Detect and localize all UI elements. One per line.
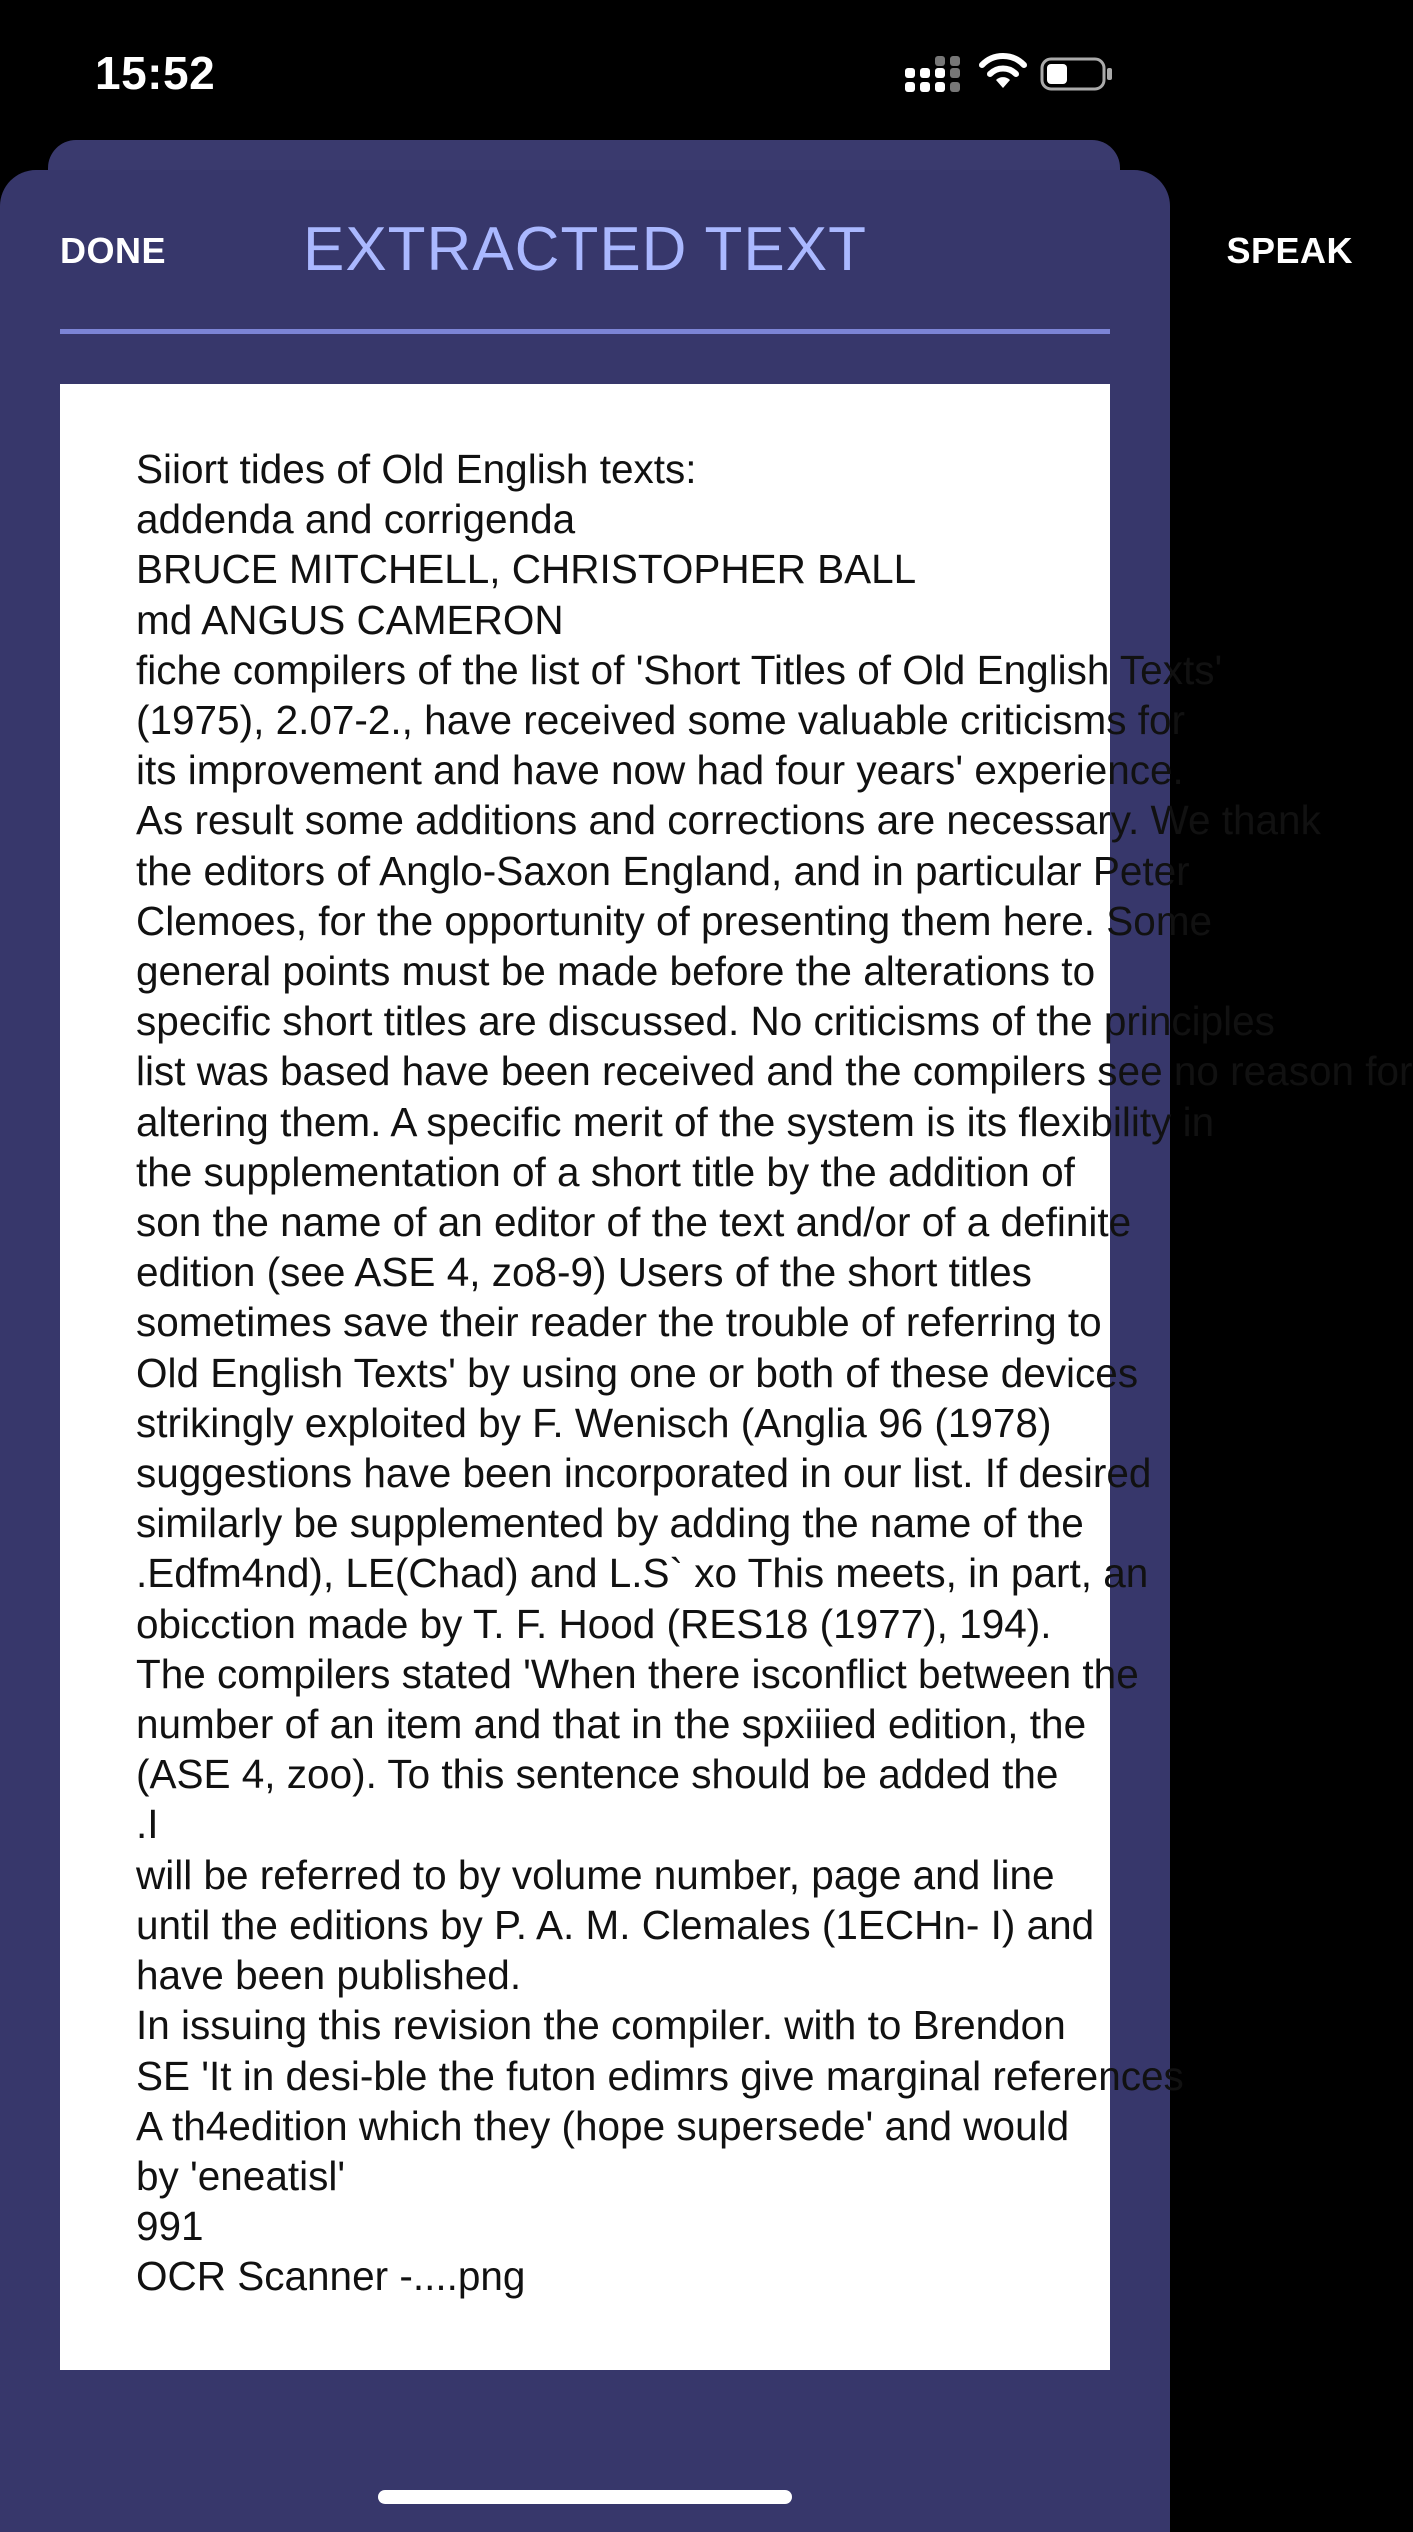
done-button[interactable]: DONE (60, 230, 167, 271)
home-indicator[interactable] (378, 2490, 792, 2504)
header-divider (60, 329, 1110, 334)
extracted-text-content[interactable]: Siiort tides of Old English texts: addenda and corrigenda BRUCE MITCHELL, CHRISTOPHER BALL md ANGUS CAMERON fiche compilers of the list of 'Short Titles of Old English Texts' (1975), 2.07-2., have received some valuable criticisms for its improvement and have now had four years' experience. As result some additions and corrections are necessary. We thank the editors of Anglo-Saxon England, and in particular Peter Clemoes, for the opportunity of presenting them here. Some general points must be made before the alterations to specific short titles are discussed. No criticisms of the principles list was based have been received and the compilers see no reason for altering them. A specific merit of the system is its flexibility in the supplementation of a short title by the addition of son the name of an editor of the text and/or of a definite edition (see ASE 4, zo8-9) Users of the short titles sometimes save their reader the trouble of referring to Old English Texts' by using one or both of these devices strikingly exploited by F. Wenisch (Anglia 96 (1978) suggestions have been incorporated in our list. If desired similarly be supplemented by adding the name of the .Edfm4nd), LE(Chad) and L.S` xo This meets, in part, an obicction made by T. F. Hood (RES18 (1977), 194). The compilers stated 'When there isconflict between the number of an item and that in the spxiiied edition, the (ASE 4, zoo). To this sentence should be added the .I will be referred to by volume number, page and line until the editions by P. A. M. Clemales (1ECHn- I) and have been published. In issuing this revision the compiler. with to Brendon SE 'It in desi-ble the futon edimrs give marginal references A th4edition which they (hope supersede' and would by 'eneatisl' 991 OCR Scanner -....png (136, 446, 1413, 2300)
status-time: 15:52 (95, 47, 216, 99)
battery-icon (1040, 56, 1114, 92)
cellular-signal-icon (905, 56, 961, 96)
wifi-icon (977, 52, 1029, 92)
page-title: EXTRACTED TEXT (302, 215, 868, 284)
speak-button[interactable]: SPEAK (1226, 230, 1353, 271)
extracted-text-panel[interactable] (60, 384, 1413, 2370)
